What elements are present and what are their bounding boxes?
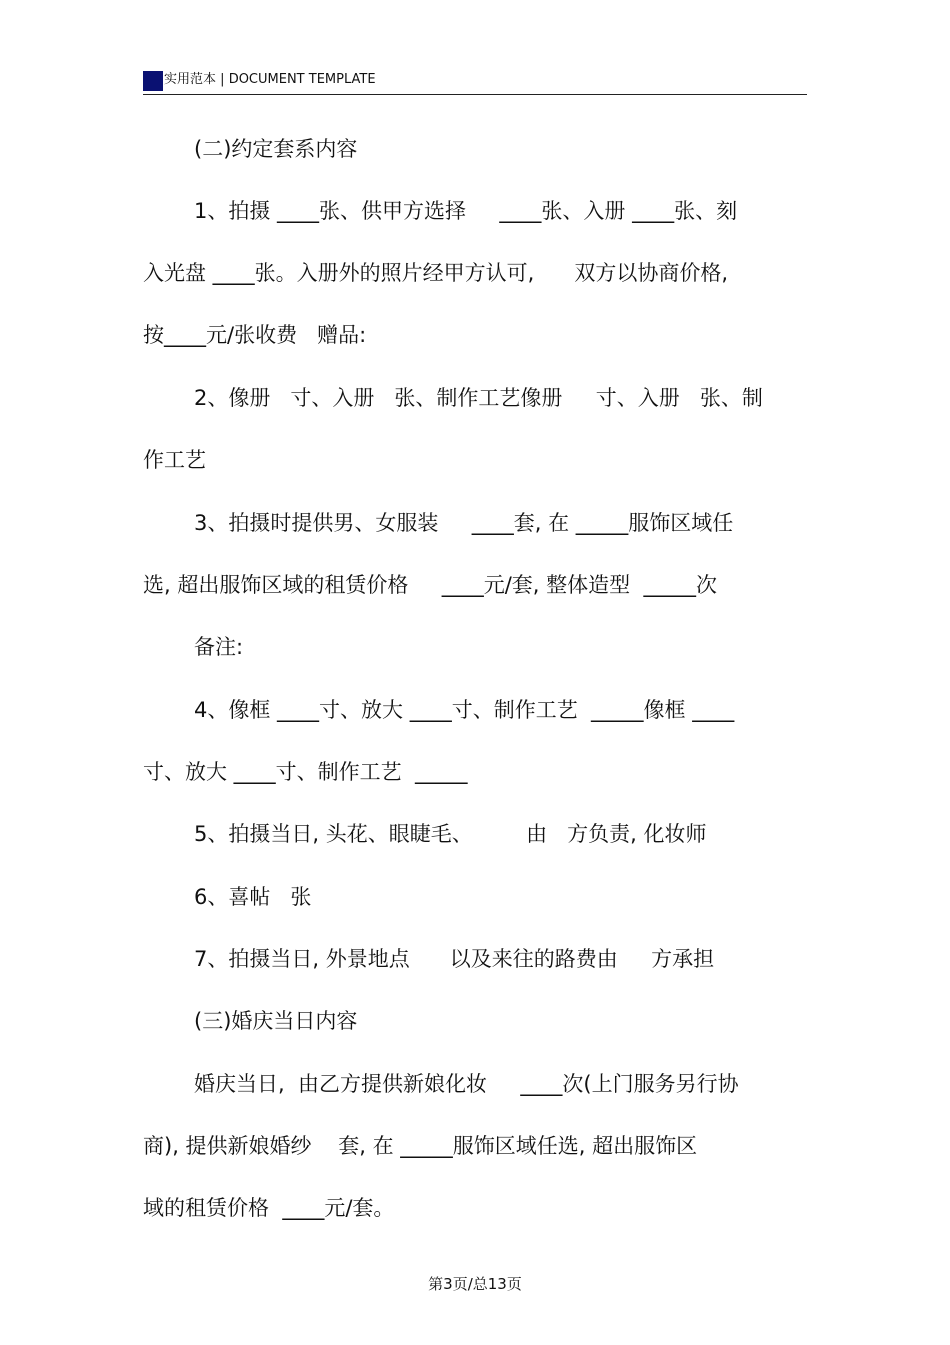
paragraph-line: 选, 超出服饰区域的租赁价格 ____元/套, 整体造型 _____次 <box>143 573 718 597</box>
document-header <box>143 68 807 95</box>
paragraph-line: 婚庆当日, 由乙方提供新娘化妆 ____次(上门服务另行协 <box>194 1072 739 1096</box>
paragraph-line: 5、拍摄当日, 头花、眼睫毛、 由 方负责, 化妆师 <box>194 822 707 846</box>
header-separator: | <box>220 72 225 87</box>
brand-logo-icon <box>143 71 163 91</box>
paragraph-line: 域的租赁价格 ____元/套。 <box>143 1196 395 1220</box>
paragraph-line: 寸、放大 ____寸、制作工艺 _____ <box>143 760 468 784</box>
paragraph-line: 3、拍摄时提供男、女服装 ____套, 在 _____服饰区域任 <box>194 511 734 535</box>
section-heading-wedding-day: (三)婚庆当日内容 <box>194 1009 358 1033</box>
paragraph-line: 作工艺 <box>143 448 206 472</box>
paragraph-line: 按____元/张收费 赠品: <box>143 323 367 347</box>
page-indicator: 第3页/总13页 <box>428 1275 522 1293</box>
paragraph-line: 4、像框 ____寸、放大 ____寸、制作工艺 _____像框 ____ <box>194 698 735 722</box>
paragraph-line: 备注: <box>194 635 244 659</box>
header-title <box>164 72 376 88</box>
template-label: DOCUMENT TEMPLATE <box>228 72 376 87</box>
paragraph-line: 入光盘 ____张。入册外的照片经甲方认可, 双方以协商价格, <box>143 261 729 285</box>
paragraph-line: 商), 提供新娘婚纱 套, 在 _____服饰区域任选, 超出服饰区 <box>143 1134 698 1158</box>
paragraph-line: 6、喜帖 张 <box>194 885 312 909</box>
paragraph-line: 2、像册 寸、入册 张、制作工艺像册 寸、入册 张、制 <box>194 386 763 410</box>
paragraph-line: 1、拍摄 ____张、供甲方选择 ____张、入册 ____张、刻 <box>194 199 738 223</box>
section-heading-package: (二)约定套系内容 <box>194 137 358 161</box>
brand-label: 实用范本 <box>164 72 217 87</box>
paragraph-line: 7、拍摄当日, 外景地点 以及来往的路费由 方承担 <box>194 947 715 971</box>
